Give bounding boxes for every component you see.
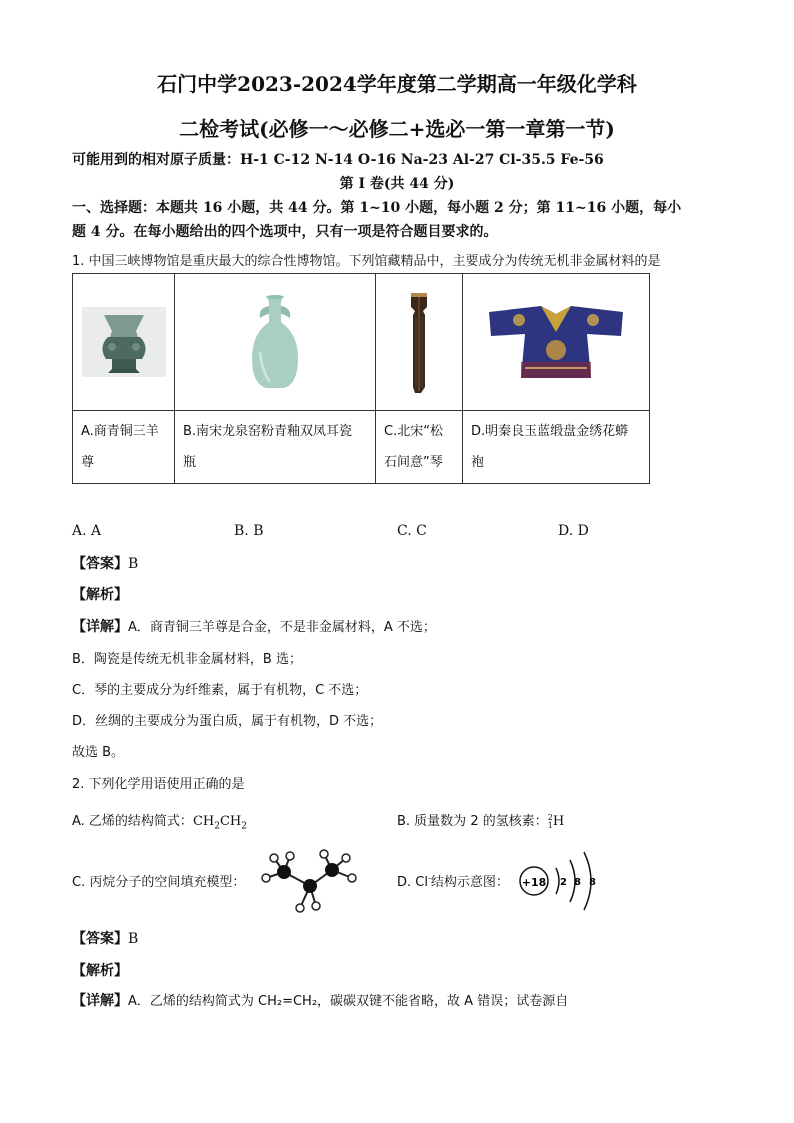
q1-option-label-a: A.商青铜三羊 尊 bbox=[73, 411, 175, 484]
q1-image-cell-a bbox=[73, 274, 175, 411]
section-instructions-line2: 题 4 分。在每小题给出的四个选项中，只有一项是符合题目要求的。 bbox=[72, 224, 498, 240]
exam-title-line2: 二检考试(必修一～必修二+选必一第一章第一节) bbox=[179, 117, 615, 141]
chloride-ion-diagram bbox=[512, 846, 602, 916]
nucleus-label: +18 bbox=[521, 876, 547, 889]
q2-analysis-label: 【解析】 bbox=[72, 963, 128, 979]
q2-detail-line1: 【详解】A．乙烯的结构简式为 CH₂=CH₂，碳碳双键不能省略，故 A 错误；试卷源自 bbox=[72, 993, 569, 1009]
q2-option-c: C. 丙烷分子的空间填充模型： bbox=[72, 875, 246, 890]
q1-choice-c: C. C bbox=[397, 523, 427, 539]
q1-analysis-label: 【解析】 bbox=[72, 587, 128, 603]
answer-value: B bbox=[128, 556, 139, 572]
embroidered-robe-image bbox=[481, 302, 631, 382]
propane-model-image bbox=[258, 848, 368, 918]
q1-choice-b: B. B bbox=[234, 523, 264, 539]
section-instructions-line1: 一、选择题：本题共 16 小题，共 44 分。第 1~10 小题，每小题 2 分；第 11~16 小题，每小 bbox=[72, 200, 682, 216]
q1-option-label-d: D.明秦良玉蓝缎盘金绣花蟒 袍 bbox=[463, 411, 650, 484]
q1-choice-d: D. D bbox=[558, 523, 589, 539]
atomic-masses: 可能用到的相对原子质量：H-1 C-12 N-14 O-16 Na-23 Al-27 Cl-35.5 Fe-56 bbox=[72, 152, 604, 168]
q2-option-d: D. Cl-结构示意图： bbox=[397, 873, 509, 890]
q1-detail-line1: 【详解】A．商青铜三羊尊是合金，不是非金属材料，A 不选； bbox=[72, 619, 436, 635]
bronze-zun-image bbox=[82, 307, 166, 377]
q2-answer: 【答案】B bbox=[72, 931, 139, 947]
q1-answer bbox=[72, 553, 138, 573]
volume-title: 第 I 卷(共 44 分) bbox=[339, 176, 455, 192]
celadon-vase-image bbox=[240, 292, 310, 392]
shell-1-label: 2 bbox=[560, 877, 567, 888]
q1-detail-line5: 故选 B。 bbox=[72, 745, 125, 760]
q1-detail-line4: D．丝绸的主要成分为蛋白质，属于有机物，D 不选； bbox=[72, 714, 383, 729]
q1-options-table bbox=[72, 273, 650, 484]
q1-detail-line3: C．琴的主要成分为纤维素，属于有机物，C 不选； bbox=[72, 683, 368, 698]
q1-image-cell-d bbox=[463, 274, 650, 411]
q1-image-cell-b bbox=[175, 274, 376, 411]
guqin-image bbox=[399, 287, 439, 397]
q2-option-a: A. 乙烯的结构简式：$CH_2CH_2$ bbox=[72, 814, 247, 832]
q2-option-b: B. 质量数为 2 的氢核素：2 1H bbox=[397, 812, 565, 830]
shell-3-label: 8 bbox=[589, 877, 596, 888]
q1-option-label-c: C.北宋“松 石间意”琴 bbox=[376, 411, 463, 484]
answer-label: 【答案】 bbox=[72, 556, 128, 572]
shell-2-label: 8 bbox=[574, 877, 581, 888]
exam-title-line1: 石门中学2023-2024学年度第二学期高一年级化学科 bbox=[157, 72, 637, 96]
q1-image-cell-c bbox=[376, 274, 463, 411]
q1-detail-line2: B．陶瓷是传统无机非金属材料，B 选； bbox=[72, 652, 302, 667]
q1-choice-a: A. A bbox=[72, 523, 102, 539]
q1-option-label-b: B.南宋龙泉窑粉青釉双凤耳瓷 瓶 bbox=[175, 411, 376, 484]
q1-stem: 1. 中国三峡博物馆是重庆最大的综合性博物馆。下列馆藏精品中，主要成分为传统无机非金属材料的是 bbox=[72, 254, 661, 269]
q2-stem: 2. 下列化学用语使用正确的是 bbox=[72, 777, 245, 792]
